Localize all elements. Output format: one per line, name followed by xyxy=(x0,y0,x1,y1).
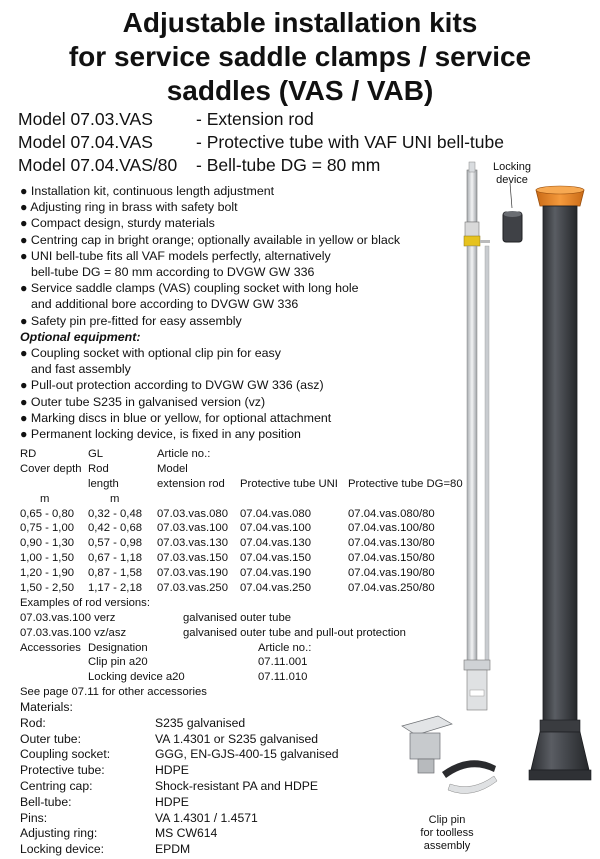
table-cell: 07.04.vas.130 xyxy=(240,537,311,550)
feature-item: ● Service saddle clamps (VAS) coupling socket with long hole xyxy=(20,281,359,296)
accessory-designation: Locking device a20 xyxy=(88,671,185,684)
accessories-header-cell: Designation xyxy=(88,641,148,654)
optional-item: ● Permanent locking device, is fixed in any position xyxy=(20,427,301,442)
table-cell: 07.04.vas.100 xyxy=(240,522,311,535)
material-value: VA 1.4301 / 1.4571 xyxy=(155,810,258,825)
table-header-cell: GL xyxy=(88,448,104,460)
table-cell: 07.04.vas.190 xyxy=(240,567,311,580)
clip-pin-drawing xyxy=(402,716,497,793)
feature-item: bell-tube DG = 80 mm according to DVGW GW 336 xyxy=(31,265,315,280)
feature-item: ● Safety pin pre-fitted for easy assembly xyxy=(20,313,242,328)
material-key: Protective tube: xyxy=(20,763,105,778)
model-description: - Bell-tube DG = 80 mm xyxy=(196,155,381,175)
table-cell: 1,20 - 1,90 xyxy=(20,567,75,580)
table-cell: 07.04.vas.250 xyxy=(240,582,311,595)
table-header-cell: m xyxy=(110,492,120,505)
model-number: Model 07.04.VAS xyxy=(18,132,153,152)
material-value: MS CW614 xyxy=(155,826,218,841)
clip-pin-label xyxy=(420,814,474,852)
feature-item: ● Centring cap in bright orange; optionally available in yellow or black xyxy=(20,232,401,247)
table-header-cell: length xyxy=(88,477,119,490)
material-value: S235 galvanised xyxy=(155,715,246,730)
table-cell: 07.04.vas.080/80 xyxy=(348,507,435,520)
table-cell: 0,65 - 0,80 xyxy=(20,507,75,520)
extension-rod-drawing xyxy=(464,162,490,710)
label-line: device xyxy=(496,174,528,186)
material-key: Locking device: xyxy=(20,842,105,857)
table-cell: 07.04.vas.130/80 xyxy=(348,537,435,550)
material-key: Adjusting ring: xyxy=(20,826,98,841)
title-line: for service saddle clamps / service xyxy=(68,41,532,72)
model-description: - Extension rod xyxy=(196,109,314,129)
table-cell: 07.04.vas.250/80 xyxy=(348,582,435,595)
locking-device-label xyxy=(493,161,531,186)
material-key: Outer tube: xyxy=(20,731,81,746)
table-header-cell: m xyxy=(40,492,50,505)
table-cell: 0,75 - 1,00 xyxy=(20,522,75,535)
feature-item: ● Adjusting ring in brass with safety bolt xyxy=(20,200,238,215)
material-value: HDPE xyxy=(155,794,189,809)
table-header-cell: extension rod xyxy=(157,477,225,490)
table-header-cell: Protective tube DG=80 xyxy=(348,477,463,490)
table-cell: 07.04.vas.150/80 xyxy=(348,552,435,565)
example-code: 07.03.vas.100 vz/asz xyxy=(20,626,127,639)
table-header-cell: Cover depth xyxy=(20,462,82,475)
material-value: GGG, EN-GJS-400-15 galvanised xyxy=(155,747,339,762)
label-line: assembly xyxy=(423,840,471,852)
table-cell: 07.03.vas.080 xyxy=(157,507,228,520)
table-cell: 1,17 - 2,18 xyxy=(88,582,143,595)
example-description: galvanised outer tube and pull-out protection xyxy=(183,626,406,639)
examples-heading: Examples of rod versions: xyxy=(20,596,150,609)
optional-item: ● Pull-out protection according to DVGW GW 336 (asz) xyxy=(20,378,324,393)
table-cell: 0,87 - 1,58 xyxy=(88,567,143,580)
material-value: HDPE xyxy=(155,763,189,778)
optional-equipment-heading: Optional equipment: xyxy=(20,329,141,344)
optional-item: ● Outer tube S235 in galvanised version (vz) xyxy=(20,394,266,409)
feature-item: ● Installation kit, continuous length adjustment xyxy=(20,184,275,198)
accessories-header-cell: Article no.: xyxy=(258,641,312,654)
table-cell: 07.04.vas.080 xyxy=(240,507,311,520)
material-key: Rod: xyxy=(20,715,46,730)
accessories-note: See page 07.11 for other accessories xyxy=(20,686,207,699)
label-line: for toolless xyxy=(420,827,474,839)
model-number: Model 07.03.VAS xyxy=(18,109,153,129)
material-value: Shock-resistant PA and HDPE xyxy=(155,778,319,793)
label-line: Locking xyxy=(493,161,531,173)
table-cell: 07.03.vas.130 xyxy=(157,537,228,550)
title-line: Adjustable installation kits xyxy=(122,7,478,38)
table-cell: 07.03.vas.100 xyxy=(157,522,228,535)
table-header-cell: Article no.: xyxy=(157,448,211,460)
example-code: 07.03.vas.100 verz xyxy=(20,611,116,624)
table-header-cell: Protective tube UNI xyxy=(240,477,338,490)
material-value: VA 1.4301 or S235 galvanised xyxy=(155,731,319,746)
material-key: Centring cap: xyxy=(20,778,93,793)
table-cell: 07.04.vas.150 xyxy=(240,552,311,565)
table-cell: 07.04.vas.100/80 xyxy=(348,522,435,535)
model-description: - Protective tube with VAF UNI bell-tube xyxy=(196,132,504,152)
title-line: saddles (VAS / VAB) xyxy=(166,75,434,106)
example-description: galvanised outer tube xyxy=(183,611,292,624)
material-value: EPDM xyxy=(155,842,191,857)
feature-item: ● Compact design, sturdy materials xyxy=(20,216,215,231)
protective-tube-drawing xyxy=(529,186,591,780)
table-header-cell: RD xyxy=(20,448,37,460)
feature-item: and additional bore according to DVGW GW 336 xyxy=(31,297,299,312)
accessory-article: 07.11.001 xyxy=(258,656,308,669)
material-key: Bell-tube: xyxy=(20,794,72,809)
model-number: Model 07.04.VAS/80 xyxy=(18,155,178,175)
table-header-cell: Model xyxy=(157,462,188,475)
locking-device-drawing xyxy=(503,183,522,242)
table-cell: 0,42 - 0,68 xyxy=(88,522,143,535)
table-cell: 07.03.vas.250 xyxy=(157,582,228,595)
table-cell: 0,57 - 0,98 xyxy=(88,537,143,550)
optional-item: and fast assembly xyxy=(31,362,131,377)
optional-item: ● Marking discs in blue or yellow, for optional attachment xyxy=(20,410,332,425)
table-cell: 0,32 - 0,48 xyxy=(88,507,143,520)
accessory-article: 07.11.010 xyxy=(258,671,308,684)
table-cell: 0,67 - 1,18 xyxy=(88,552,143,565)
table-cell: 07.03.vas.150 xyxy=(157,552,228,565)
table-header-cell: Rod xyxy=(88,462,109,475)
table-cell: 0,90 - 1,30 xyxy=(20,537,75,550)
materials-heading: Materials: xyxy=(20,700,73,714)
feature-item: ● UNI bell-tube fits all VAF models perfectly, alternatively xyxy=(20,248,331,263)
accessories-header-cell: Accessories xyxy=(20,641,81,654)
table-cell: 07.03.vas.190 xyxy=(157,567,228,580)
optional-item: ● Coupling socket with optional clip pin for easy xyxy=(20,346,281,361)
table-cell: 1,00 - 1,50 xyxy=(20,552,75,565)
material-key: Coupling socket: xyxy=(20,747,111,762)
table-cell: 07.04.vas.190/80 xyxy=(348,567,435,580)
material-key: Pins: xyxy=(20,810,48,825)
table-cell: 1,50 - 2,50 xyxy=(20,582,75,595)
label-line: Clip pin xyxy=(428,814,466,826)
accessory-designation: Clip pin a20 xyxy=(88,656,148,669)
